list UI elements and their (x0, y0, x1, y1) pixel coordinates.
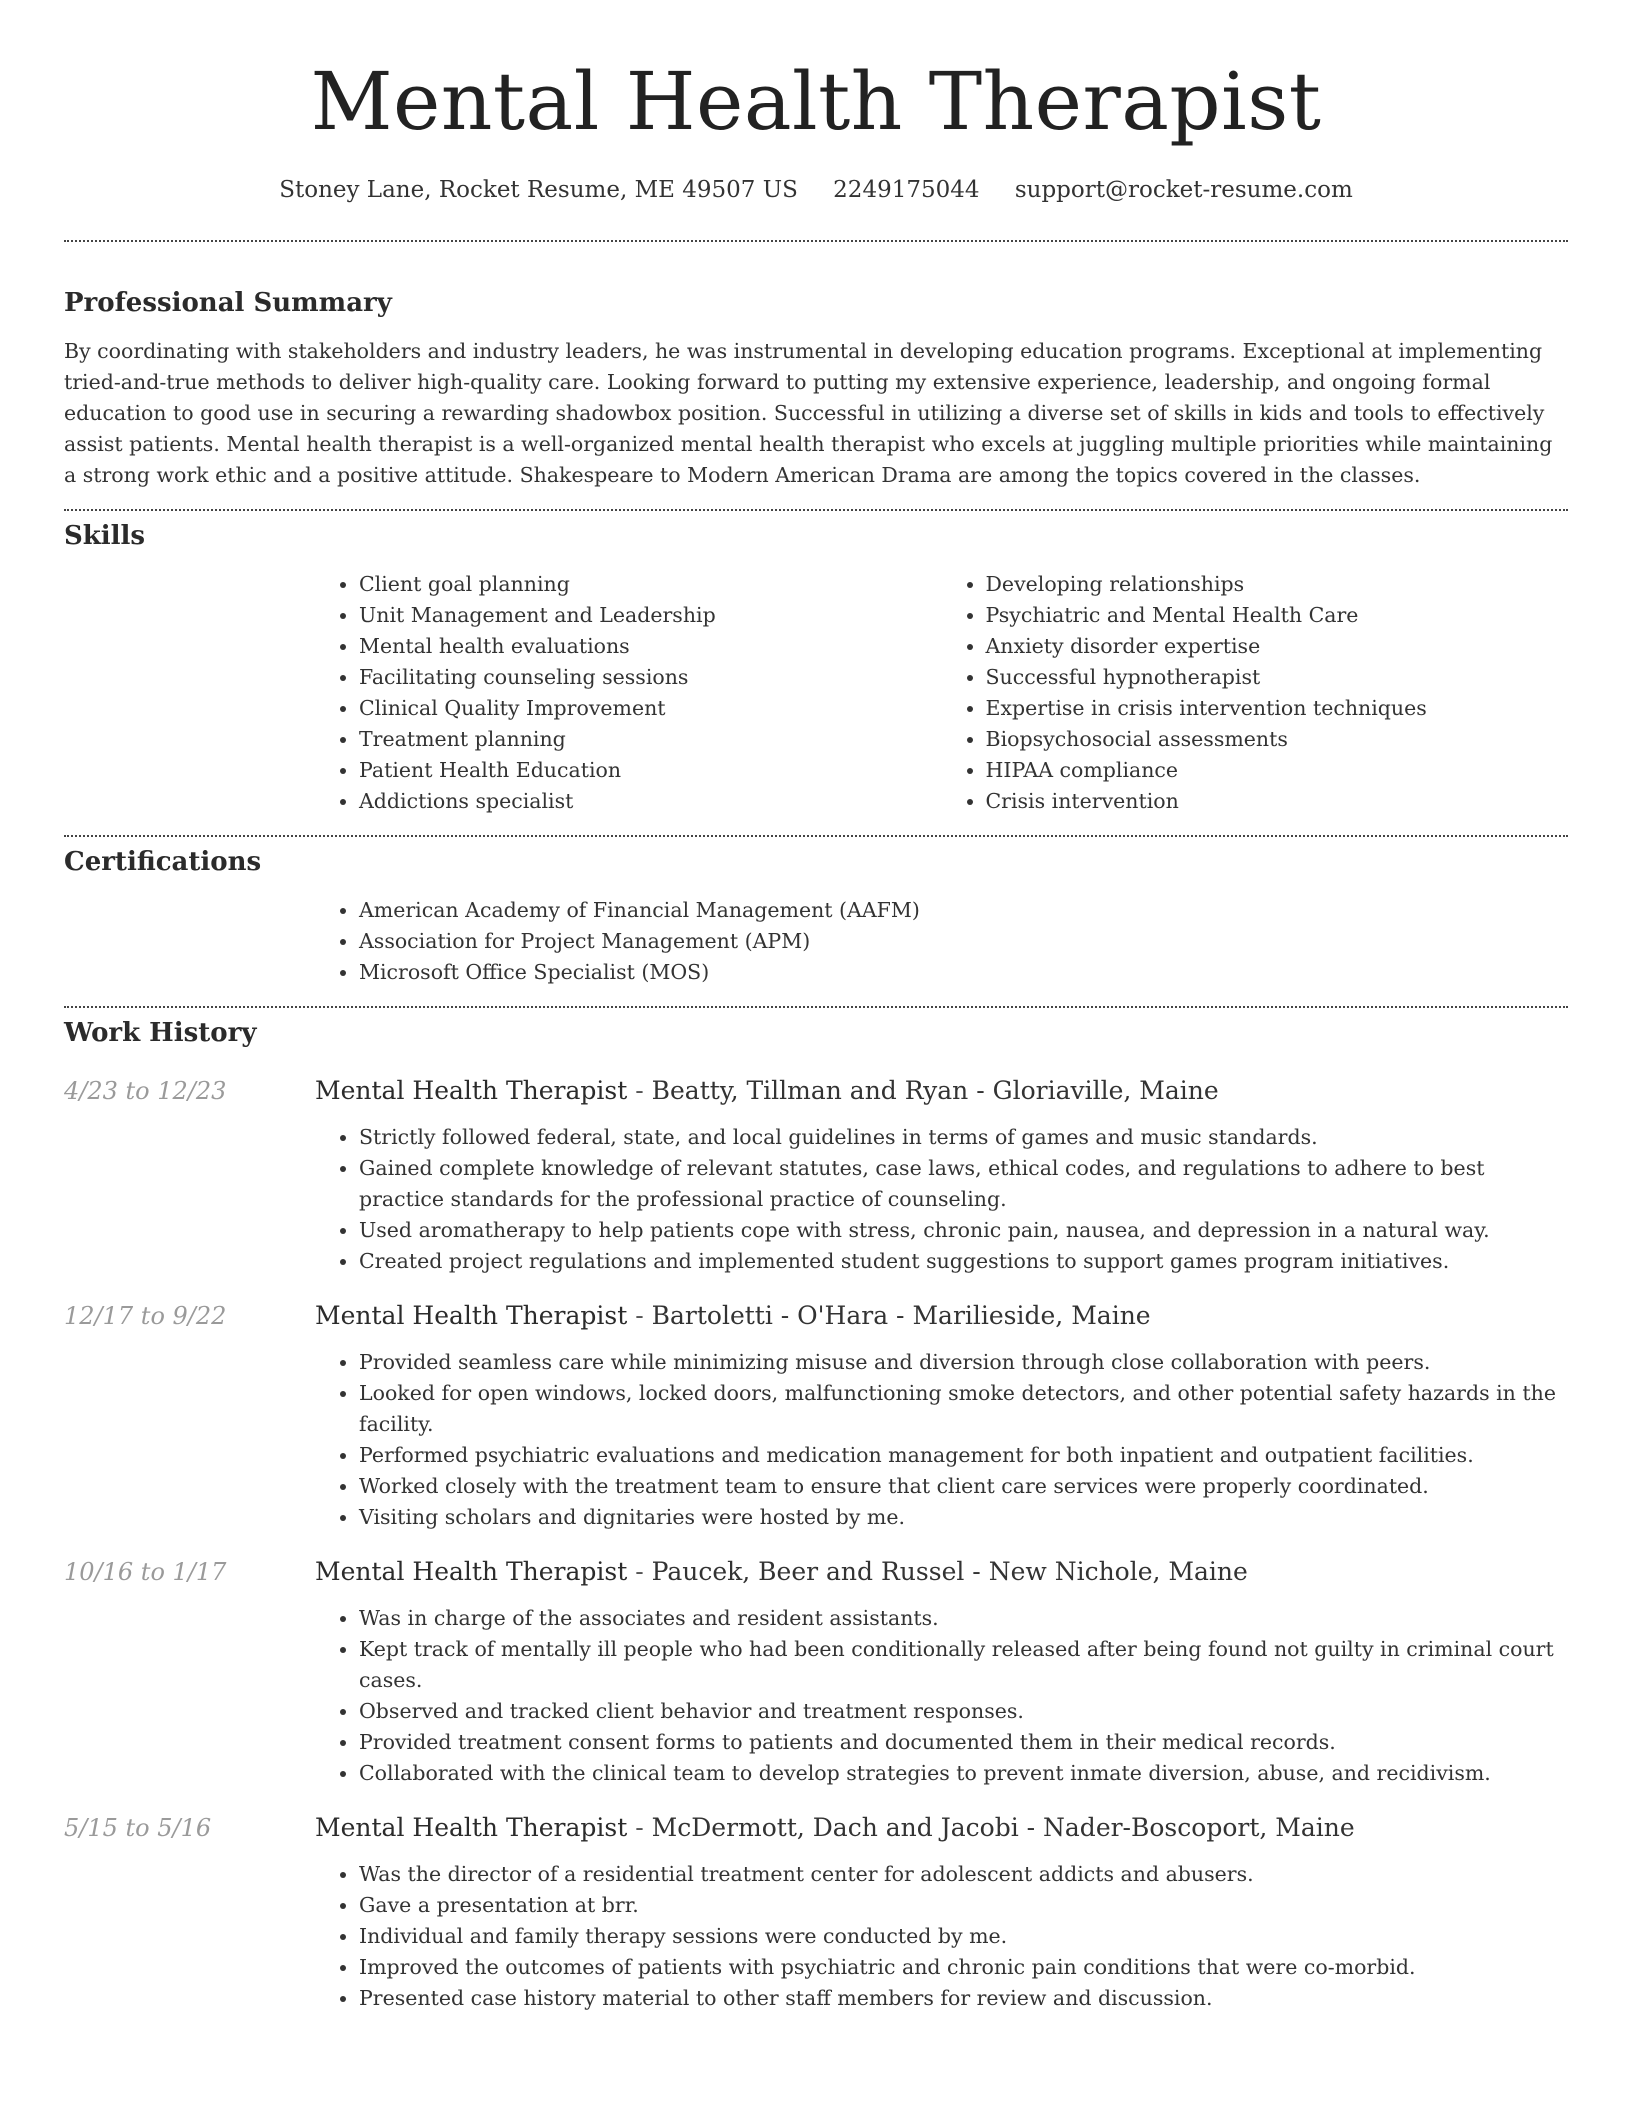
divider (64, 240, 1568, 242)
skill-item: • Crisis intervention (986, 786, 1569, 817)
certification-item: • Microsoft Office Specialist (MOS) (359, 957, 1568, 988)
job-duty-item: • Improved the outcomes of patients with psychiatric and chronic pain conditions that were co-morbid. (359, 1952, 1568, 1983)
job-dates: 4/23 to 12/23 (64, 1077, 227, 1105)
certifications-section (64, 845, 1568, 988)
job-duty-item: • Individual and family therapy sessions were conducted by me. (359, 1921, 1568, 1952)
skill-item: • Addictions specialist (359, 786, 942, 817)
divider (64, 835, 1568, 837)
resume-page (64, 0, 1568, 2014)
divider (64, 1006, 1568, 1008)
job-duty-item: • Gained complete knowledge of relevant statutes, case laws, ethical codes, and regulations to adhere to best practice standards for the professional practice of counseling. (359, 1153, 1568, 1215)
summary-section (64, 286, 1568, 491)
job-entry (64, 1555, 1568, 1789)
skills-grid (315, 569, 1568, 817)
job-entry (64, 1299, 1568, 1533)
job-duty-item: • Presented case history material to other staff members for review and discussion. (359, 1983, 1568, 2014)
skill-item: • HIPAA compliance (986, 755, 1569, 786)
job-company: Beatty, Tillman and Ryan - Gloriaville, Maine (651, 1076, 1219, 1105)
job-company: Paucek, Beer and Russel - New Nichole, Maine (651, 1557, 1248, 1586)
job-heading: Mental Health Therapist - Paucek, Beer and Russel - New Nichole, Maine (315, 1557, 1248, 1586)
job-duty-item: • Was the director of a residential treatment center for adolescent addicts and abusers. (359, 1859, 1568, 1890)
skill-item: • Developing relationships (986, 569, 1569, 600)
job-company: Bartoletti - O'Hara - Marilieside, Maine (651, 1301, 1151, 1330)
job-company: McDermott, Dach and Jacobi - Nader-Boscoport, Maine (651, 1813, 1355, 1842)
email: support@rocket-resume.com (1014, 177, 1353, 203)
job-dates: 12/17 to 9/22 (64, 1302, 227, 1330)
job-dates: 10/16 to 1/17 (64, 1558, 227, 1586)
job-duty-item: • Collaborated with the clinical team to develop strategies to prevent inmate diversion, abuse, and recidivism. (359, 1758, 1568, 1789)
job-duty-item: • Observed and tracked client behavior and treatment responses. (359, 1696, 1568, 1727)
section-title-summary: Professional Summary (64, 288, 392, 318)
job-duty-item: • Worked closely with the treatment team to ensure that client care services were properly coordinated. (359, 1471, 1568, 1502)
skills-list-right (942, 569, 1569, 817)
job-duty-item: • Looked for open windows, locked doors, malfunctioning smoke detectors, and other potential safety hazards in the facility. (359, 1378, 1568, 1440)
skill-item: • Successful hypnotherapist (986, 662, 1569, 693)
job-duties-list (315, 1347, 1568, 1533)
job-title: Mental Health Therapist (315, 1813, 628, 1842)
skills-section (64, 519, 1568, 817)
certification-item: • Association for Project Management (APM) (359, 926, 1568, 957)
job-duty-item: • Was in charge of the associates and resident assistants. (359, 1603, 1568, 1634)
job-title: Mental Health Therapist (315, 1076, 628, 1105)
skill-item: • Client goal planning (359, 569, 942, 600)
skill-item: • Anxiety disorder expertise (986, 631, 1569, 662)
phone: 2249175044 (833, 177, 980, 203)
job-duty-item: • Gave a presentation at brr. (359, 1890, 1568, 1921)
job-duties-list (315, 1122, 1568, 1277)
job-entry (64, 1811, 1568, 2014)
job-duties-list (315, 1859, 1568, 2014)
job-title: Mental Health Therapist (315, 1301, 628, 1330)
candidate-name: Mental Health Therapist (310, 55, 1322, 148)
job-duty-item: • Performed psychiatric evaluations and medication management for both inpatient and outpatient facilities. (359, 1440, 1568, 1471)
job-duties-list (315, 1603, 1568, 1789)
skill-item: • Biopsychosocial assessments (986, 724, 1569, 755)
skill-item: • Treatment planning (359, 724, 942, 755)
summary-text: By coordinating with stakeholders and industry leaders, he was instrumental in developing education programs. Exceptional at implementing tried-and-true methods to deliver high-quality care. Looking forward to putting my extensive experience, leadership, and ongoing formal education to good use in securing a rewarding shadowbox position. Successful in utilizing a diverse set of skills in kids and tools to effectively assist patients. Mental health therapist is a well-organized mental health therapist who excels at juggling multiple priorities while maintaining a strong work ethic and a positive attitude. Shakespeare to Modern American Drama are among the topics covered in the classes. (64, 339, 1553, 487)
contact-line (64, 174, 1568, 206)
address: Stoney Lane, Rocket Resume, ME 49507 US (279, 177, 798, 203)
skill-item: • Expertise in crisis intervention techniques (986, 693, 1569, 724)
job-duty-item: • Created project regulations and implemented student suggestions to support games program initiatives. (359, 1246, 1568, 1277)
skill-item: • Mental health evaluations (359, 631, 942, 662)
skill-item: • Unit Management and Leadership (359, 600, 942, 631)
jobs-list (64, 1074, 1568, 2014)
job-dates: 5/15 to 5/16 (64, 1814, 212, 1842)
job-duty-item: • Provided seamless care while minimizing misuse and diversion through close collaboration with peers. (359, 1347, 1568, 1378)
skills-list-left (315, 569, 942, 817)
job-duty-item: • Visiting scholars and dignitaries were hosted by me. (359, 1502, 1568, 1533)
section-title-skills: Skills (64, 521, 146, 551)
certification-item: • American Academy of Financial Management (AAFM) (359, 895, 1568, 926)
job-duty-item: • Used aromatherapy to help patients cope with stress, chronic pain, nausea, and depression in a natural way. (359, 1215, 1568, 1246)
job-entry (64, 1074, 1568, 1277)
job-heading: Mental Health Therapist - Bartoletti - O'Hara - Marilieside, Maine (315, 1301, 1151, 1330)
job-title: Mental Health Therapist (315, 1557, 628, 1586)
skill-item: • Psychiatric and Mental Health Care (986, 600, 1569, 631)
skill-item: • Facilitating counseling sessions (359, 662, 942, 693)
section-title-certifications: Certifications (64, 847, 262, 877)
divider (64, 509, 1568, 511)
job-duty-item: • Provided treatment consent forms to patients and documented them in their medical records. (359, 1727, 1568, 1758)
job-duty-item: • Kept track of mentally ill people who had been conditionally released after being found not guilty in criminal court cases. (359, 1634, 1568, 1696)
work-history-section (64, 1016, 1568, 2014)
certifications-list (315, 895, 1568, 988)
job-heading: Mental Health Therapist - McDermott, Dach and Jacobi - Nader-Boscoport, Maine (315, 1813, 1355, 1842)
section-title-work-history: Work History (64, 1018, 257, 1048)
skill-item: • Clinical Quality Improvement (359, 693, 942, 724)
skill-item: • Patient Health Education (359, 755, 942, 786)
job-duty-item: • Strictly followed federal, state, and local guidelines in terms of games and music standards. (359, 1122, 1568, 1153)
job-heading: Mental Health Therapist - Beatty, Tillman and Ryan - Gloriaville, Maine (315, 1076, 1219, 1105)
